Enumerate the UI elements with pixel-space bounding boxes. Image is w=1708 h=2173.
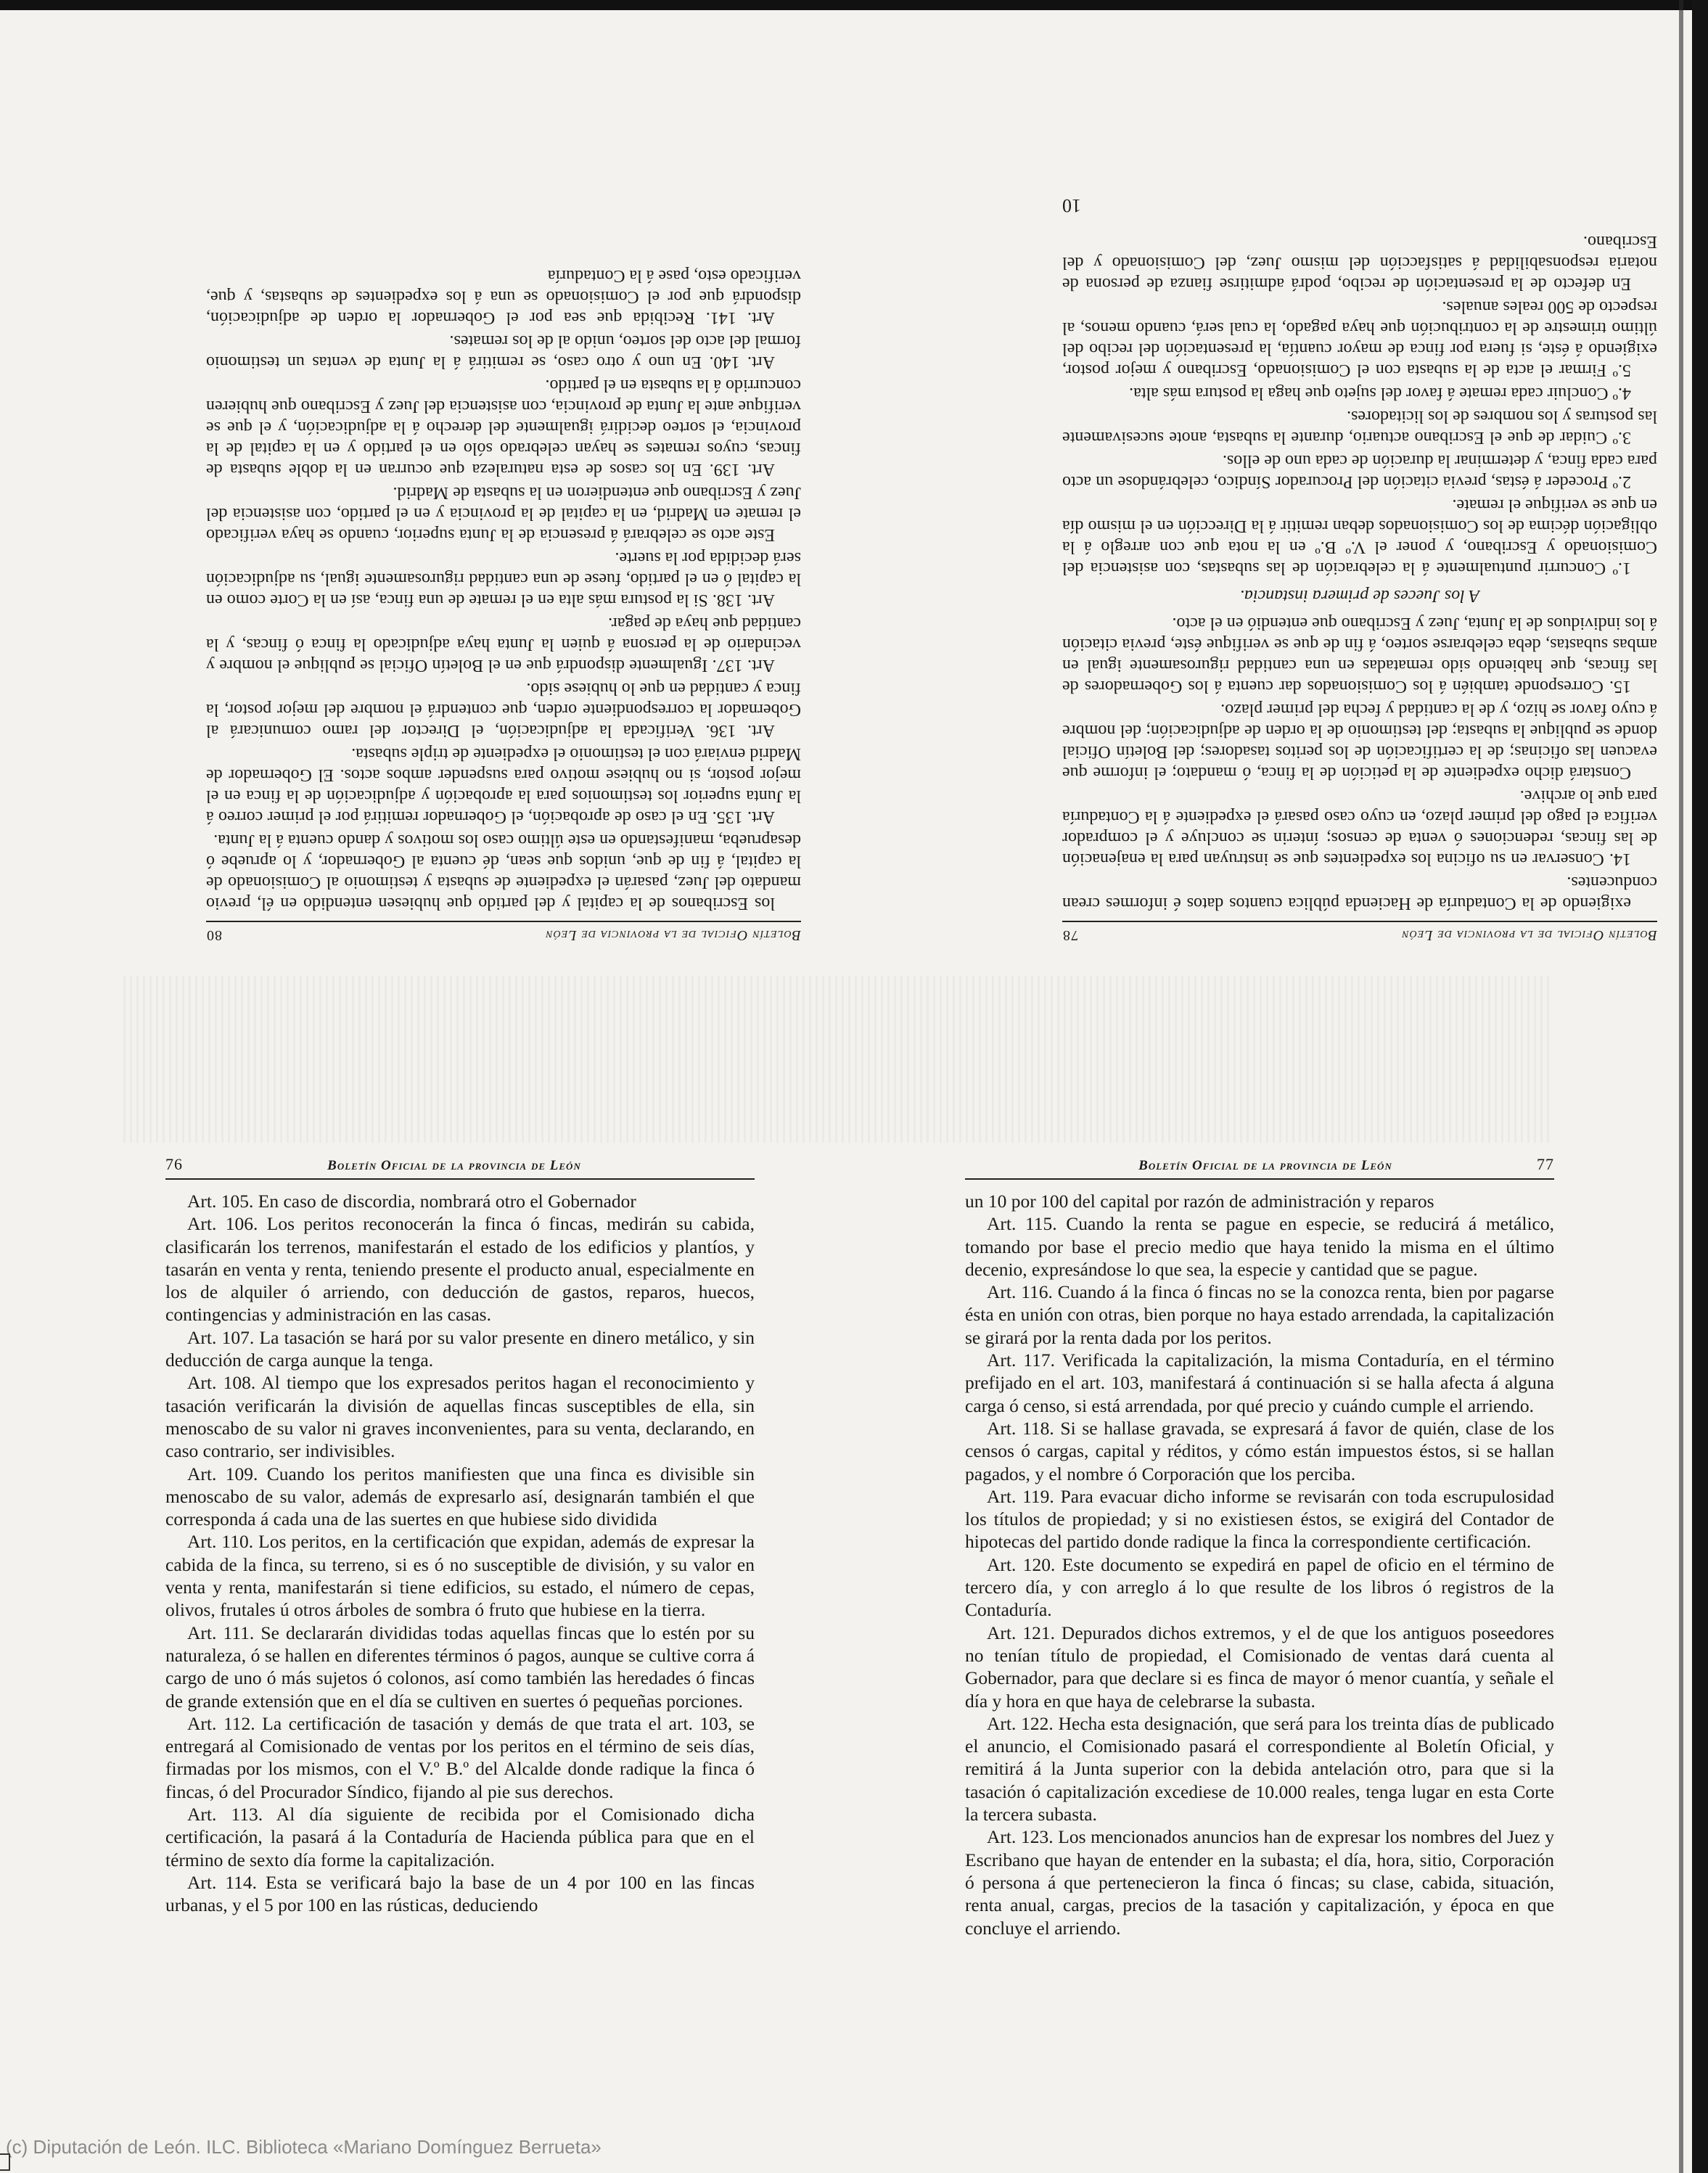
paragraph: 15. Corresponde también á los Comisionados dar cuenta á los Gobernadores de las fincas, que habiendo sido rematadas en una cantidad rigurosamente igual en ambas subastas, deba celebrarse sorteo, á fin de que se verifique éste, previa citación á los individuos de la Junta, Juez y Escribano que entendió en el acto. xyxy=(1062,614,1657,696)
article-122: Art. 122. Hecha esta designación, que será para los treinta días de publicado el anuncio, el Comisionado pasará el correspondiente al Boletín Oficial, y remitirá á la Junta superior con la debida antelación otro, para que si la tasación ó capitalización excediese de 10.000 reales, tenga lugar en esta Corte la tercera subasta. xyxy=(965,1712,1554,1825)
lower-left-header-title: Boletín Oficial de la provincia de León xyxy=(327,1158,581,1173)
paragraph: los Escribanos de la capital y del partido que hubiesen entendido en él, previo mandato del Juez, pasarán el expediente de subasta y testimonio al Comisionado de la capital, á fin de que, unidos que sean, dé cuenta al Gobernador, y lo apruebe ó desaprueba, manifestando en este último caso los motivos y dando cuenta á la Junta. xyxy=(206,831,801,913)
paragraph: Este acto se celebrará á presencia de la Junta superior, cuando se haya verificado el remate en Madrid, en la capital de la provincia y en el partido, con asistencia del Juez y Escribano que entendieron en la subasta de Madrid. xyxy=(206,483,801,544)
paragraph: Art. 140. En uno y otro caso, se remitirá á la Junta de ventas un testimonio formal del acto del sorteo, unido al de los remates. xyxy=(206,332,801,371)
lower-left-page-number: 76 xyxy=(165,1155,183,1173)
paragraph: Art. 136. Verificada la adjudicación, el Director del ramo comunicará al Gobernador la correspondiente orden, que contendrá el nombre del mejor postor, la finca y cantidad en que lo hubiese sido. xyxy=(206,679,801,740)
continuation-line: un 10 por 100 del capital por razón de administración y reparos xyxy=(965,1191,1434,1212)
article-120: Art. 120. Este documento se expedirá en papel de oficio en el término de tercero día, y con arreglo á lo que resulte de los libros ó registros de la Contaduría. xyxy=(965,1553,1554,1621)
article-121: Art. 121. Depurados dichos extremos, y el de que los antiguos poseedores no tenían título de propiedad, el Comisionado de ventas dará cuenta al Gobernador, para que declare si es finca de mayor ó menor cuantía, y señale el día y hora en que haya de celebrarse la subasta. xyxy=(965,1622,1554,1712)
lower-left-header xyxy=(165,1155,755,1180)
article-108: Art. 108. Al tiempo que los expresados peritos hagan el reconocimiento y tasación verificarán la división de aquellas fincas susceptibles de ella, sin menoscabo de su valor ni graves inconvenientes, para su venta, declarando, en caso contrario, ser indivisibles. xyxy=(165,1372,755,1462)
article-118: Art. 118. Si se hallase gravada, se expresará á favor de quién, clase de los censos ó cargas, capital y réditos, y cómo están impuestos éstos, si se hallan pagados, y el nombre ó Corporación que los perciba. xyxy=(965,1417,1554,1484)
paragraph: Constará dicho expediente de la petición de la finca, ó mandato; el informe que evacuen las oficinas; de la certificación de los peritos tasadores; del Boletín Oficial donde se publique la subasta; del testimonio de la orden de adjudicación; del nombre á cuyo favor se hizo, y de la cantidad y fecha del primer plazo. xyxy=(1062,700,1657,782)
upper-page-80 xyxy=(206,263,801,943)
paragraph: Art. 139. En los casos de esta naturaleza que ocurran en la doble subasta de fincas, cuyos remates se hayan celebrado sólo en el partido y en la capital de la provincia, el sorteo decidirá igualmente del derecho á la adjudicación, y el que se verifique ante la Junta de provincia, con asistencia del Juez y Escribano que hubieren concurrido á la subasta en el partido. xyxy=(206,376,801,479)
paragraph: 14. Conservar en su oficina los expedientes que se instruyan para la enajenación de las fincas, redenciones ó venta de censos; ínterin se concluye y el comprador verifica el pago del primer plazo, en cuyo caso pasará el expediente á la Contaduría para que lo archive. xyxy=(1062,786,1657,868)
article-105: Art. 105. En caso de discordia, nombrará otro el Gobernador xyxy=(187,1191,636,1212)
upper-right-header xyxy=(206,921,801,943)
article-114: Art. 114. Esta se verificará bajo la base de un 4 por 100 en las fincas urbanas, y el 5 por 100 en las rústicas, deduciendo xyxy=(165,1871,755,1916)
upper-right-header-number: 80 xyxy=(206,927,222,943)
article-113: Art. 113. Al día siguiente de recibida por el Comisionado dicha certificación, la pasará á la Contaduría de Hacienda pública para que en el término de sexto día forme la capitalización. xyxy=(165,1804,755,1870)
article-107: Art. 107. La tasación se hará por su valor presente en dinero metálico, y sin deducción de carga aunque la tenga. xyxy=(165,1326,755,1371)
article-110: Art. 110. Los peritos, en la certificación que expidan, además de expresar la cabida de la finca, su terreno, si es ó no susceptible de división, y su valor en venta y renta, manifestarán si tiene edificios, su estado, el número de cepas, olivos, frutales ú otros árboles de sombra ó fruto que hubiese en la tierra. xyxy=(165,1531,755,1621)
paragraph: Art. 138. Si la postura más alta en el remate de una finca, así en la Corte como en la capital ó en el partido, fuese de una cantidad rigurosamente igual, su adjudicación será decidida por la suerte. xyxy=(206,549,801,609)
article-109: Art. 109. Cuando los peritos manifiesten que una finca es divisible sin menoscabo de su valor, además de expresarlo así, designarán también el que corresponda á cada una de las suertes en que hubiese sido dividida xyxy=(165,1463,755,1530)
lower-right-header xyxy=(965,1155,1554,1180)
paragraph: 4.º Concluir cada remate á favor del sujeto que haga la postura más alta. xyxy=(1129,384,1631,403)
paragraph: En defecto de la presentación de recibo, podrá admitirse fianza de persona de notaria responsabilidad á satisfacción del mismo Juez, del Comisionado y del Escribano. xyxy=(1062,232,1657,293)
article-123: Art. 123. Los mencionados anuncios han de expresar los nombres del Juez y Escribano que hayan de entender en la subasta; el día, hora, sitio, Corporación ó persona á que pertenecieron la finca ó fincas; su clase, cabida, situación, renta anual, cargas, precios de la tasación y capitalización, y época en que concluye el arriendo. xyxy=(965,1826,1554,1939)
lower-page-76 xyxy=(165,1155,755,1917)
upper-page-78 xyxy=(1062,194,1657,943)
paragraph: exigiendo de la Contaduría de Hacienda pública cuantos datos é informes crean conducentes. xyxy=(1062,873,1657,913)
article-115: Art. 115. Cuando la renta se pague en especie, se reducirá á metálico, tomando por base el precio medio que haya tenido la misma en el último decenio, expresándose lo que sea, la especie y cantidad que se pague. xyxy=(965,1213,1554,1280)
article-111: Art. 111. Se declararán divididas todas aquellas fincas que lo estén por su naturaleza, ó se hallen en diferentes términos ó pagos, aunque se cultive corra á cargo de uno ó más sujetos ó colonos, así como también las heredades ó fincas de grande extensión que en el día se cultiven en suertes ó pequeñas porciones. xyxy=(165,1622,755,1712)
inverted-upper-spread xyxy=(0,0,1708,965)
upper-left-body xyxy=(1062,194,1657,913)
article-106: Art. 106. Los peritos reconocerán la finca ó fincas, medirán su cabida, clasificarán los terrenos, manifestarán el estado de los edificios y plantíos, y tasarán en venta y renta, teniendo presente el producto anual, especialmente en los de alquiler ó arriendo, con deducción de gastos, reparos, huecos, contingencias y administración en las casas. xyxy=(165,1213,755,1326)
article-119: Art. 119. Para evacuar dicho informe se revisarán con toda escrupulosidad los títulos de propiedad; y si no existiesen éstos, se exigirá del Contador de hipotecas del partido donde radique la finca la correspondiente certificación. xyxy=(965,1485,1554,1553)
lower-right-page-number: 77 xyxy=(1537,1155,1554,1173)
upper-right-header-title: Boletín Oficial de la provincia de León xyxy=(545,927,801,943)
article-117: Art. 117. Verificada la capitalización, la misma Contaduría, en el término prefijado en el art. 103, manifestará á continuación si se halla afecta á alguna carga ó censo, si está arrendada, por qué precio y cuándo cumple el arriendo. xyxy=(965,1350,1554,1416)
bleed-through-band xyxy=(123,976,1553,1143)
lower-page-77 xyxy=(965,1155,1554,1939)
upper-left-header xyxy=(1062,921,1657,943)
paragraph: Art. 137. Igualmente dispondrá que en el Boletín Oficial se publique el nombre y vecindario de la persona á quien la Junta haya adjudicado la finca ó fincas, y la cantidad que haya de pagar. xyxy=(206,614,801,675)
copyright-credit: (c) Diputación de León. ILC. Biblioteca «Mariano Domínguez Berrueta» xyxy=(6,2136,602,2158)
subheading: A los Jueces de primera instancia. xyxy=(1239,586,1480,605)
upper-right-body xyxy=(206,265,801,913)
paragraph: 5.º Firmar el acta de la subasta con el Comisionado, Escribano y mejor postor, exigiendo á éste, si fuera por finca de mayor cuantía, la presentación del recibo del último trimestre de la contribución que haya pagado, la cual será, cuando menos, al respecto de 500 reales anuales. xyxy=(1062,297,1657,379)
paragraph: Art. 141. Recibida que sea por el Gobernador la orden de adjudicación, dispondrá que por el Comisionado se una á los expedientes de subastas, y que, verificado esto, pase á la Contaduría xyxy=(206,266,801,327)
page-number: 10 xyxy=(1062,195,1081,216)
paragraph: 3.º Cuidar de que el Escribano actuario, durante la subasta, anote sucesivamente las posturas y los nombres de los licitadores. xyxy=(1062,407,1657,447)
corner-mark xyxy=(0,2153,10,2171)
lower-right-body xyxy=(965,1190,1554,1939)
upper-left-header-title: Boletín Oficial de la provincia de León xyxy=(1401,927,1657,943)
article-112: Art. 112. La certificación de tasación y demás de que trata el art. 103, se entregará al Comisionado de ventas por los peritos en el término de seis días, firmadas por los mismos, con el V.º B.º del Alcalde donde radique la finca ó fincas, ó del Procurador Síndico, fijando al pie sus derechos. xyxy=(165,1712,755,1802)
lower-right-header-title: Boletín Oficial de la provincia de León xyxy=(1138,1158,1392,1173)
upper-left-header-number: 78 xyxy=(1062,927,1078,943)
lower-left-body xyxy=(165,1190,755,1917)
paragraph: 1.º Concurrir puntualmente á la celebración de las subastas, con asistencia del Comisionado y Escribano, y poner el V.º B.º en la nota que con arreglo á la obligación décima de los Comisionados deban remitir á la Dirección en el mismo día en que se verifique el remate. xyxy=(1062,496,1657,578)
paragraph: Art. 135. En el caso de aprobación, el Gobernador remitirá por el primer correo á la Junta superior los testimonios para la aprobación y adjudicación de la finca en el mejor postor, si no hubiese motivo para suspender ambos actos. El Gobernador de Madrid enviará con el testimonio el expediente de triple subasta. xyxy=(206,744,801,826)
article-116: Art. 116. Cuando á la finca ó fincas no se la conozca renta, bien por pagarse ésta en unión con otras, bien porque no haya estado arrendada, la capitalización se girará por la renta dada por los peritos. xyxy=(965,1281,1554,1348)
paragraph: 2.º Proceder á éstas, previa citación del Procurador Síndico, celebrándose un acto para cada finca, y determinar la duración de cada uno de ellos. xyxy=(1062,451,1657,491)
